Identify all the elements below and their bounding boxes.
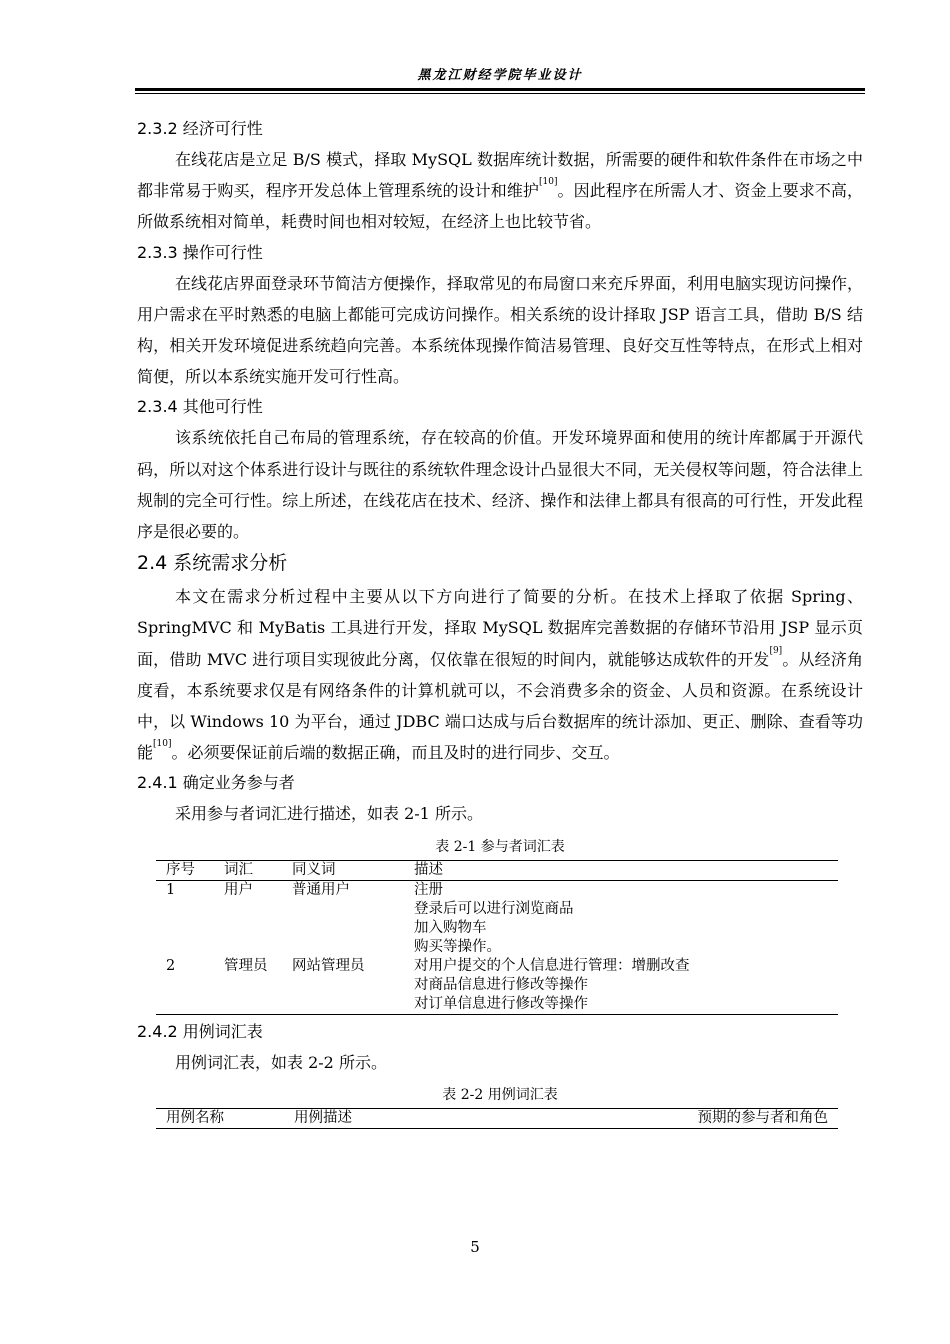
section-heading-2-3-3: 2.3.3 操作可行性: [137, 242, 263, 262]
paragraph-requirements: 本文在需求分析过程中主要从以下方向进行了简要的分析。在技术上择取了依据 Spring、SpringMVC 和 MyBatis 工具进行开发，择取 MySQL 数据库完善数据的存储环节沿用 JSP 显示页面，借助 MVC 进行项目实现彼此分离，仅依靠在很短的时间内，就能够达成软件的开发[9]。从经济角度看，本系统要求仅是有网络条件的计算机就可以，不会消费多余的资金、人员和资源。在系统设计中，以 Windows 10 为平台，通过 JDBC 端口达成与后台数据库的统计添加、更正、删除、查看等功能[10]。必须要保证前后端的数据正确，而且及时的进行同步、交互。: [137, 587, 863, 763]
table-caption-2-1: 表 2-1 参与者词汇表: [435, 838, 565, 855]
section-heading-2-4: 2.4 系统需求分析: [137, 552, 288, 575]
header-rule-thin: [135, 93, 865, 94]
column-header: 用例描述: [284, 1108, 456, 1128]
section-heading-2-3-2: 2.3.2 经济可行性: [137, 119, 263, 138]
paragraph-actors-intro: 采用参与者词汇进行描述，如表 2-1 所示。: [175, 804, 483, 824]
citation: [10]: [153, 739, 172, 750]
table-row: 1 用户 普通用户 注册 登录后可以进行浏览商品 加入购物车 购买等操作。: [166, 881, 574, 955]
column-header: 描述: [404, 860, 838, 880]
column-header: 序号: [156, 860, 214, 880]
citation: [10]: [538, 177, 558, 188]
paragraph-other: 该系统依托自己布局的管理系统，存在较高的价值。开发环境界面和使用的统计库都属于开源代码，所以对这个体系进行设计与既往的系统软件理念设计凸显很大不同，无关侵权等问题，符合法律上规制的完全可行性。综上所述，在线花店在技术、经济、操作和法律上都具有很高的可行性，开发此程序是很必要的。: [137, 428, 863, 542]
header-rule-thick: [135, 88, 865, 91]
paragraph-economic: 在线花店是立足 B/S 模式，择取 MySQL 数据库统计数据，所需要的硬件和软件条件在市场之中都非常易于购买，程序开发总体上管理系统的设计和维护[10]。因此程序在所需人才、资金上要求不高，所做系统相对简单，耗费时间也相对较短，在经济上也比较节省。: [137, 150, 863, 232]
page-number: 5: [470, 1238, 480, 1256]
column-header: 同义词: [282, 860, 404, 880]
section-heading-2-4-1: 2.4.1 确定业务参与者: [137, 773, 295, 793]
citation: [9]: [769, 645, 783, 656]
column-header: 用例名称: [156, 1108, 284, 1128]
column-header: 词汇: [214, 860, 282, 880]
actor-vocabulary-table: [156, 860, 838, 1015]
column-header: 预期的参与者和角色: [456, 1108, 838, 1128]
table-caption-2-2: 表 2-2 用例词汇表: [442, 1086, 558, 1103]
section-heading-2-4-2: 2.4.2 用例词汇表: [137, 1021, 263, 1041]
section-heading-2-3-4: 2.3.4 其他可行性: [137, 397, 263, 417]
paragraph-usecase-intro: 用例词汇表，如表 2-2 所示。: [175, 1052, 387, 1072]
page-content: [137, 114, 863, 1129]
usecase-vocabulary-table: [156, 1108, 838, 1129]
paragraph-operation: 在线花店界面登录环节简洁方便操作，择取常见的布局窗口来充斥界面，利用电脑实现访问操作，用户需求在平时熟悉的电脑上都能可完成访问操作。相关系统的设计择取 JSP 语言工具，借助 B/S 结构，相关开发环境促进系统趋向完善。本系统体现操作简洁易管理、良好交互性等特点，在形式上相对简便，所以本系统实施开发可行性高。: [137, 273, 864, 387]
running-header: 黑龙江财经学院毕业设计: [417, 68, 583, 83]
table-row: 2 管理员 网站管理员 对用户提交的个人信息进行管理：增删改查 对商品信息进行修改等操作 对订单信息进行修改等操作: [156, 957, 838, 1015]
